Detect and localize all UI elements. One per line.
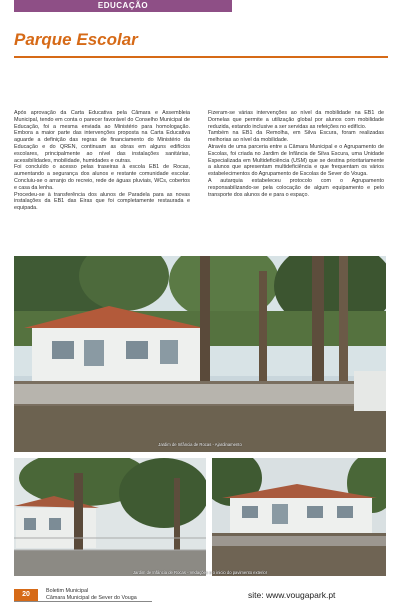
right-paragraph-3: Através de uma parceria entre a Câmara Municipal e o Agrupamento de Escolas, foi criada no Jardim de Infância de Silva Escura, uma Unidade Especializada em Multideficiência (USM) que se destina prioritariamente a alunos que apresentam multideficiência e que frequentam os vários estabelecimentos do Agrupamento de Escolas de Sever do Vouga. — [208, 143, 384, 178]
left-paragraph-3: Procedeu-se à transferência dos alunos de Paradela para as novas instalações da EB1 das Eiras que foi completamente restaurada e equipada. — [14, 191, 190, 212]
bottom-photo-caption: Jardim de Infância de Rocas - Vedações e o inicio do pavimento exterior — [132, 570, 268, 575]
page-number: 20 — [14, 589, 38, 601]
section-header-tab: EDUCAÇÃO — [14, 0, 232, 12]
publication-name: Boletim Municipal — [46, 588, 89, 594]
publisher-name: Câmara Municipal de Sever do Vouga — [46, 594, 137, 601]
title-divider — [14, 56, 388, 58]
fence-photo — [14, 458, 206, 576]
article-title: Parque Escolar — [14, 30, 138, 49]
school-building-photo — [212, 458, 386, 576]
right-paragraph-4: A autarquia estabeleceu protocolo com o Agrupamento responsabilizando-se pela colocação de algum equipamento e pelo transporte dos alunos de e para o espaço. — [208, 177, 384, 198]
right-paragraph-1: Fizeram-se várias intervenções ao nível da mobilidade na EB1 de Dornelas que permite a utilização global por alunos com mobilidade reduzida, estando inclusive a ser servidas as refeições no edifício. — [208, 110, 384, 130]
main-school-photo — [14, 256, 386, 452]
article-left-column — [14, 110, 190, 212]
publication-info — [46, 588, 137, 601]
article-right-column — [208, 110, 384, 198]
left-paragraph-2: Foi concluído o acesso pelas traseiras à escola EB1 de Rocas, aumentando a segurança dos alunos e restante comunidade escolar. Concluiu-se o arranjo do recreio, rede de águas pluviais, WCs, cobertos e casa da lenha. — [14, 164, 190, 191]
footer-divider — [14, 601, 152, 602]
website-link[interactable]: site: www.vougapark.pt — [248, 590, 336, 600]
main-photo-caption: Jardim de Infância de Rocas - Ajardinamento — [158, 442, 242, 447]
left-paragraph-1: Após aprovação da Carta Educativa pela Câmara e Assembleia Municipal, tendo em conta o parecer favorável do Conselho Municipal de Educação, foi a mesma enviada ao Ministério para homologação. Embora a maior parte das intervenções proposta na Carta Educativa aguarde a definição das regras de financiamento do Ministério da Educação e do QREN, continuam as obras em alguns edifícios escolares, principalmente ao nível das instalações sanitárias, acessibilidades, mobilidade, humidades e outras. — [14, 110, 190, 164]
right-paragraph-2: Também na EB1 da Remolha, em Silva Escura, foram realizadas melhorias ao nível da mobilidade. — [208, 130, 384, 144]
